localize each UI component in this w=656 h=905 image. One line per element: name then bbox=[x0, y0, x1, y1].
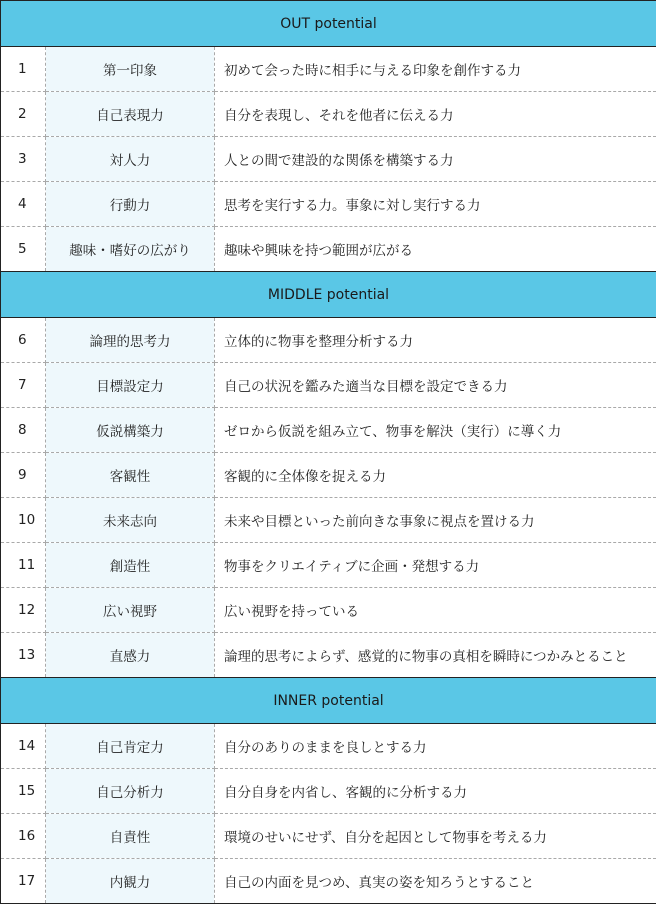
ability-description: 人との間で建設的な関係を構築する力 bbox=[215, 137, 656, 182]
row-number: 4 bbox=[1, 182, 46, 227]
row-number: 10 bbox=[1, 498, 46, 543]
ability-description: 物事をクリエイティブに企画・発想する力 bbox=[215, 543, 656, 588]
ability-description: 思考を実行する力。事象に対し実行する力 bbox=[215, 182, 656, 227]
table-row bbox=[1, 769, 656, 814]
table-row bbox=[1, 92, 656, 137]
row-number: 9 bbox=[1, 453, 46, 498]
ability-name: 第一印象 bbox=[46, 47, 215, 92]
table-row bbox=[1, 182, 656, 227]
ability-description: 立体的に物事を整理分析する力 bbox=[215, 318, 656, 363]
ability-name: 論理的思考力 bbox=[46, 318, 215, 363]
ability-description: 客観的に全体像を捉える力 bbox=[215, 453, 656, 498]
ability-name: 自己分析力 bbox=[46, 769, 215, 814]
table-row bbox=[1, 363, 656, 408]
ability-description: 自己の内面を見つめ、真実の姿を知ろうとすること bbox=[224, 875, 534, 891]
ability-description: 自分のありのままを良しとする力 bbox=[215, 724, 656, 769]
table-row bbox=[1, 137, 656, 182]
ability-name: 行動力 bbox=[46, 182, 215, 227]
ability-name: 自己表現力 bbox=[46, 92, 215, 137]
row-number: 14 bbox=[1, 724, 46, 769]
ability-name: 客観性 bbox=[46, 453, 215, 498]
row-number: 1 bbox=[1, 47, 46, 92]
ability-description: 自己の状況を鑑みた適当な目標を設定できる力 bbox=[215, 363, 656, 408]
table-row bbox=[1, 633, 656, 678]
ability-description: 論理的思考によらず、感覚的に物事の真相を瞬時につかみとること bbox=[224, 649, 628, 665]
ability-name: 創造性 bbox=[46, 543, 215, 588]
ability-description: 初めて会った時に相手に与える印象を創作する力 bbox=[215, 47, 656, 92]
table-row bbox=[1, 498, 656, 543]
table-row bbox=[1, 859, 656, 904]
ability-description: 環境のせいにせず、自分を起因として物事を考える力 bbox=[215, 814, 656, 859]
ability-name: 未来志向 bbox=[46, 498, 215, 543]
table-row bbox=[1, 227, 656, 272]
row-number: 17 bbox=[1, 859, 46, 904]
row-number: 13 bbox=[1, 633, 46, 678]
row-number: 6 bbox=[1, 318, 46, 363]
table-row bbox=[1, 47, 656, 92]
ability-name: 広い視野 bbox=[46, 588, 215, 633]
table-row bbox=[1, 588, 656, 633]
ability-description: 自分を表現し、それを他者に伝える力 bbox=[215, 92, 656, 137]
row-number: 3 bbox=[1, 137, 46, 182]
table-row bbox=[1, 318, 656, 363]
section-header bbox=[1, 1, 656, 47]
row-number: 5 bbox=[1, 227, 46, 272]
section-header bbox=[1, 678, 656, 724]
ability-name: 直感力 bbox=[46, 633, 215, 678]
ability-description: 自分自身を内省し、客観的に分析する力 bbox=[215, 769, 656, 814]
section-title: MIDDLE potential bbox=[1, 272, 656, 318]
table-row bbox=[1, 543, 656, 588]
row-number: 8 bbox=[1, 408, 46, 453]
ability-description: ゼロから仮説を組み立て、物事を解決（実行）に導く力 bbox=[215, 408, 656, 453]
row-number: 11 bbox=[1, 543, 46, 588]
ability-description: 広い視野を持っている bbox=[215, 588, 656, 633]
row-number: 16 bbox=[1, 814, 46, 859]
table-row bbox=[1, 724, 656, 769]
section-title: INNER potential bbox=[1, 678, 656, 724]
ability-description: 趣味や興味を持つ範囲が広がる bbox=[224, 243, 413, 259]
row-number: 7 bbox=[1, 363, 46, 408]
ability-name: 目標設定力 bbox=[46, 363, 215, 408]
ability-name: 自己肯定力 bbox=[46, 724, 215, 769]
table-row bbox=[1, 408, 656, 453]
row-number: 12 bbox=[1, 588, 46, 633]
table-row bbox=[1, 453, 656, 498]
ability-name: 内観力 bbox=[46, 859, 215, 904]
row-number: 15 bbox=[1, 769, 46, 814]
section-header bbox=[1, 272, 656, 318]
row-number: 2 bbox=[1, 92, 46, 137]
ability-name: 仮説構築力 bbox=[46, 408, 215, 453]
section-title: OUT potential bbox=[1, 1, 656, 47]
ability-name: 趣味・嗜好の広がり bbox=[46, 227, 215, 272]
ability-name: 自責性 bbox=[46, 814, 215, 859]
ability-name: 対人力 bbox=[46, 137, 215, 182]
ability-description: 未来や目標といった前向きな事象に視点を置ける力 bbox=[215, 498, 656, 543]
table-row bbox=[1, 814, 656, 859]
